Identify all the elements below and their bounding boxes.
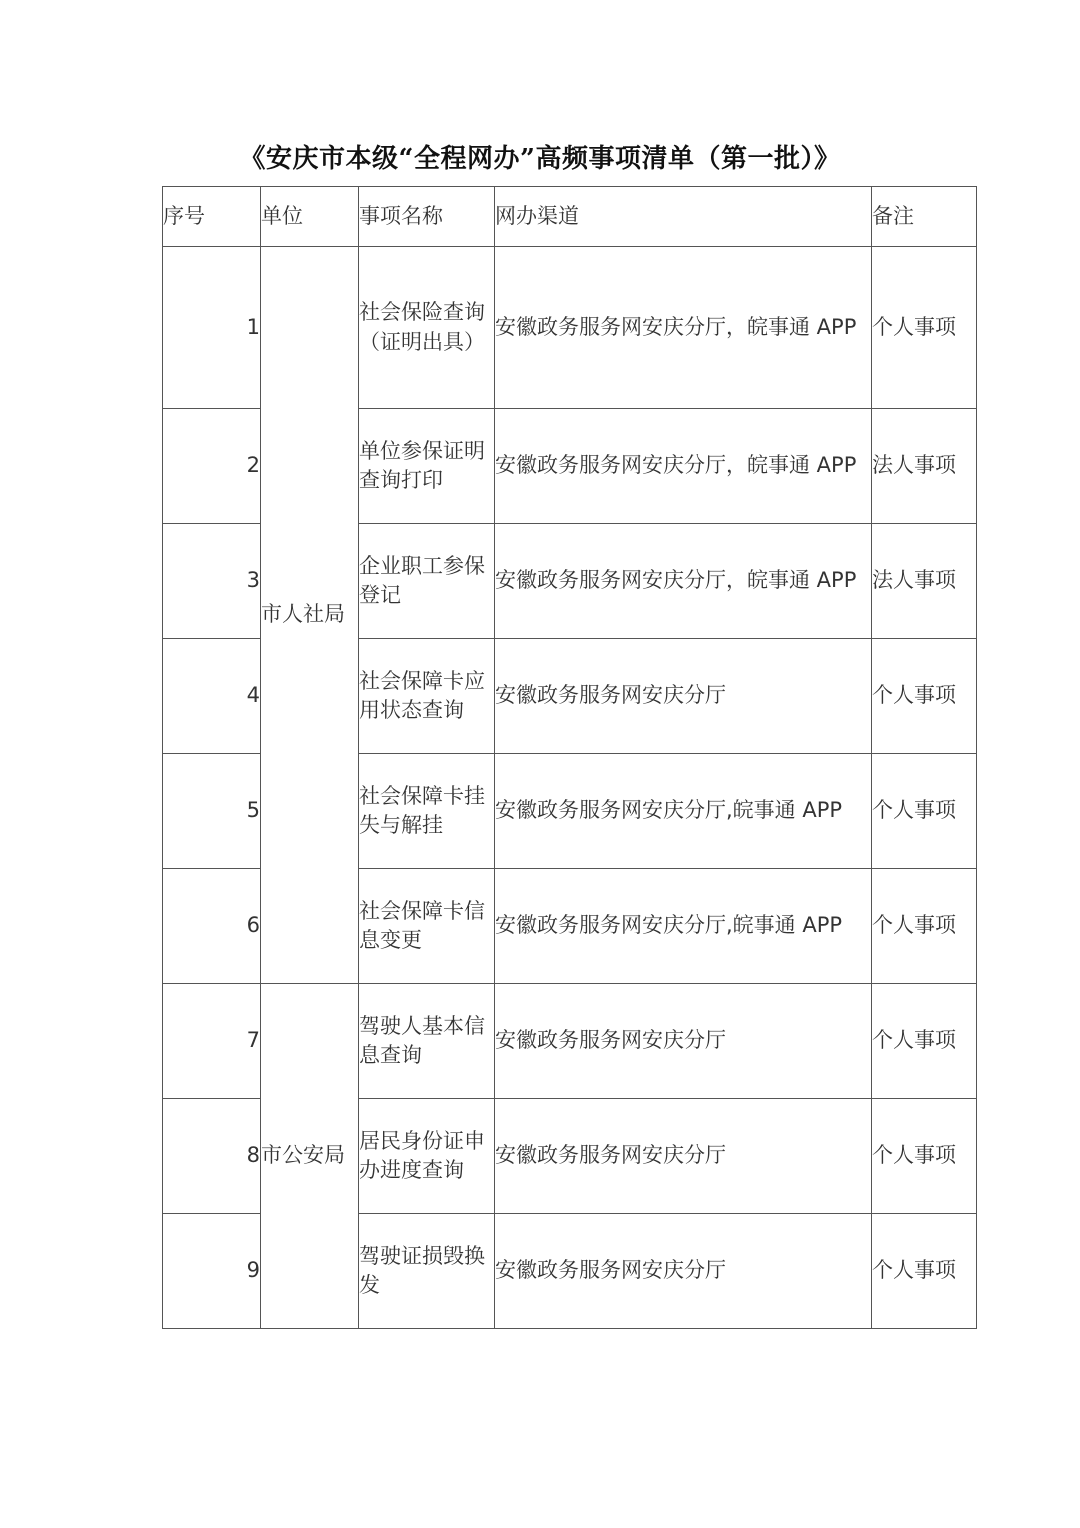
item-name-line: 企业职工参保: [359, 553, 485, 578]
item-name-line: 居民身份证申: [359, 1128, 485, 1153]
item-name-line: 登记: [359, 583, 401, 607]
item-name-line: 息查询: [359, 1043, 422, 1067]
item-name-line: 社会保障卡应: [359, 668, 485, 693]
row-number: 4: [163, 639, 261, 754]
channel: 安徽政务服务网安庆分厅，皖事通 APP: [495, 524, 872, 639]
table-row: [163, 984, 977, 1099]
item-name-line: 驾驶证损毁换: [359, 1243, 485, 1268]
header-seq: 序号: [163, 187, 261, 247]
document-title: 《安庆市本级“全程网办”高频事项清单（第一批）》: [239, 144, 841, 174]
channel: 安徽政务服务网安庆分厅: [495, 1099, 872, 1214]
channel: 安徽政务服务网安庆分厅，皖事通 APP: [495, 247, 872, 409]
channel: 安徽政务服务网安庆分厅，皖事通 APP: [495, 409, 872, 524]
item-name: [359, 247, 495, 409]
note: 个人事项: [872, 247, 977, 409]
row-number: 6: [163, 869, 261, 984]
item-name-line: 查询打印: [359, 468, 443, 492]
item-name: [359, 1099, 495, 1214]
channel: 安徽政务服务网安庆分厅: [495, 984, 872, 1099]
item-name: [359, 869, 495, 984]
matters-table: [162, 186, 977, 1329]
channel: 安徽政务服务网安庆分厅,皖事通 APP: [495, 754, 872, 869]
item-name-line: 失与解挂: [359, 813, 443, 837]
table-header-row: [163, 187, 977, 247]
item-name-line: 发: [359, 1273, 380, 1297]
channel: 安徽政务服务网安庆分厅: [495, 1214, 872, 1329]
header-unit: 单位: [261, 187, 359, 247]
item-name-line: 单位参保证明: [359, 438, 485, 463]
row-number: 8: [163, 1099, 261, 1214]
table-row: [163, 247, 977, 409]
item-name-line: 办进度查询: [359, 1158, 464, 1182]
note: 法人事项: [872, 524, 977, 639]
row-number: 1: [163, 247, 261, 409]
row-number: 7: [163, 984, 261, 1099]
header-note: 备注: [872, 187, 977, 247]
note: 个人事项: [872, 639, 977, 754]
item-name-line: 社会保障卡信: [359, 898, 485, 923]
item-name-line: 息变更: [359, 928, 422, 952]
row-number: 2: [163, 409, 261, 524]
note: 个人事项: [872, 869, 977, 984]
note: 法人事项: [872, 409, 977, 524]
unit-cell-police: 市公安局: [261, 984, 359, 1329]
row-number: 3: [163, 524, 261, 639]
channel: 安徽政务服务网安庆分厅: [495, 639, 872, 754]
item-name: [359, 409, 495, 524]
item-name-line: 社会保险查询: [359, 300, 485, 325]
unit-cell-social: 市人社局: [261, 247, 359, 984]
row-number: 5: [163, 754, 261, 869]
item-name-line: 用状态查询: [359, 698, 464, 722]
item-name: [359, 524, 495, 639]
item-name-line: 驾驶人基本信: [359, 1013, 485, 1038]
note: 个人事项: [872, 984, 977, 1099]
item-name: [359, 639, 495, 754]
item-name: [359, 984, 495, 1099]
item-name: [359, 1214, 495, 1329]
item-name-line: （证明出具）: [359, 329, 485, 354]
item-name: [359, 754, 495, 869]
channel: 安徽政务服务网安庆分厅,皖事通 APP: [495, 869, 872, 984]
note: 个人事项: [872, 1214, 977, 1329]
header-channel: 网办渠道: [495, 187, 872, 247]
header-item: 事项名称: [359, 187, 495, 247]
note: 个人事项: [872, 754, 977, 869]
row-number: 9: [163, 1214, 261, 1329]
note: 个人事项: [872, 1099, 977, 1214]
item-name-line: 社会保障卡挂: [359, 783, 485, 808]
